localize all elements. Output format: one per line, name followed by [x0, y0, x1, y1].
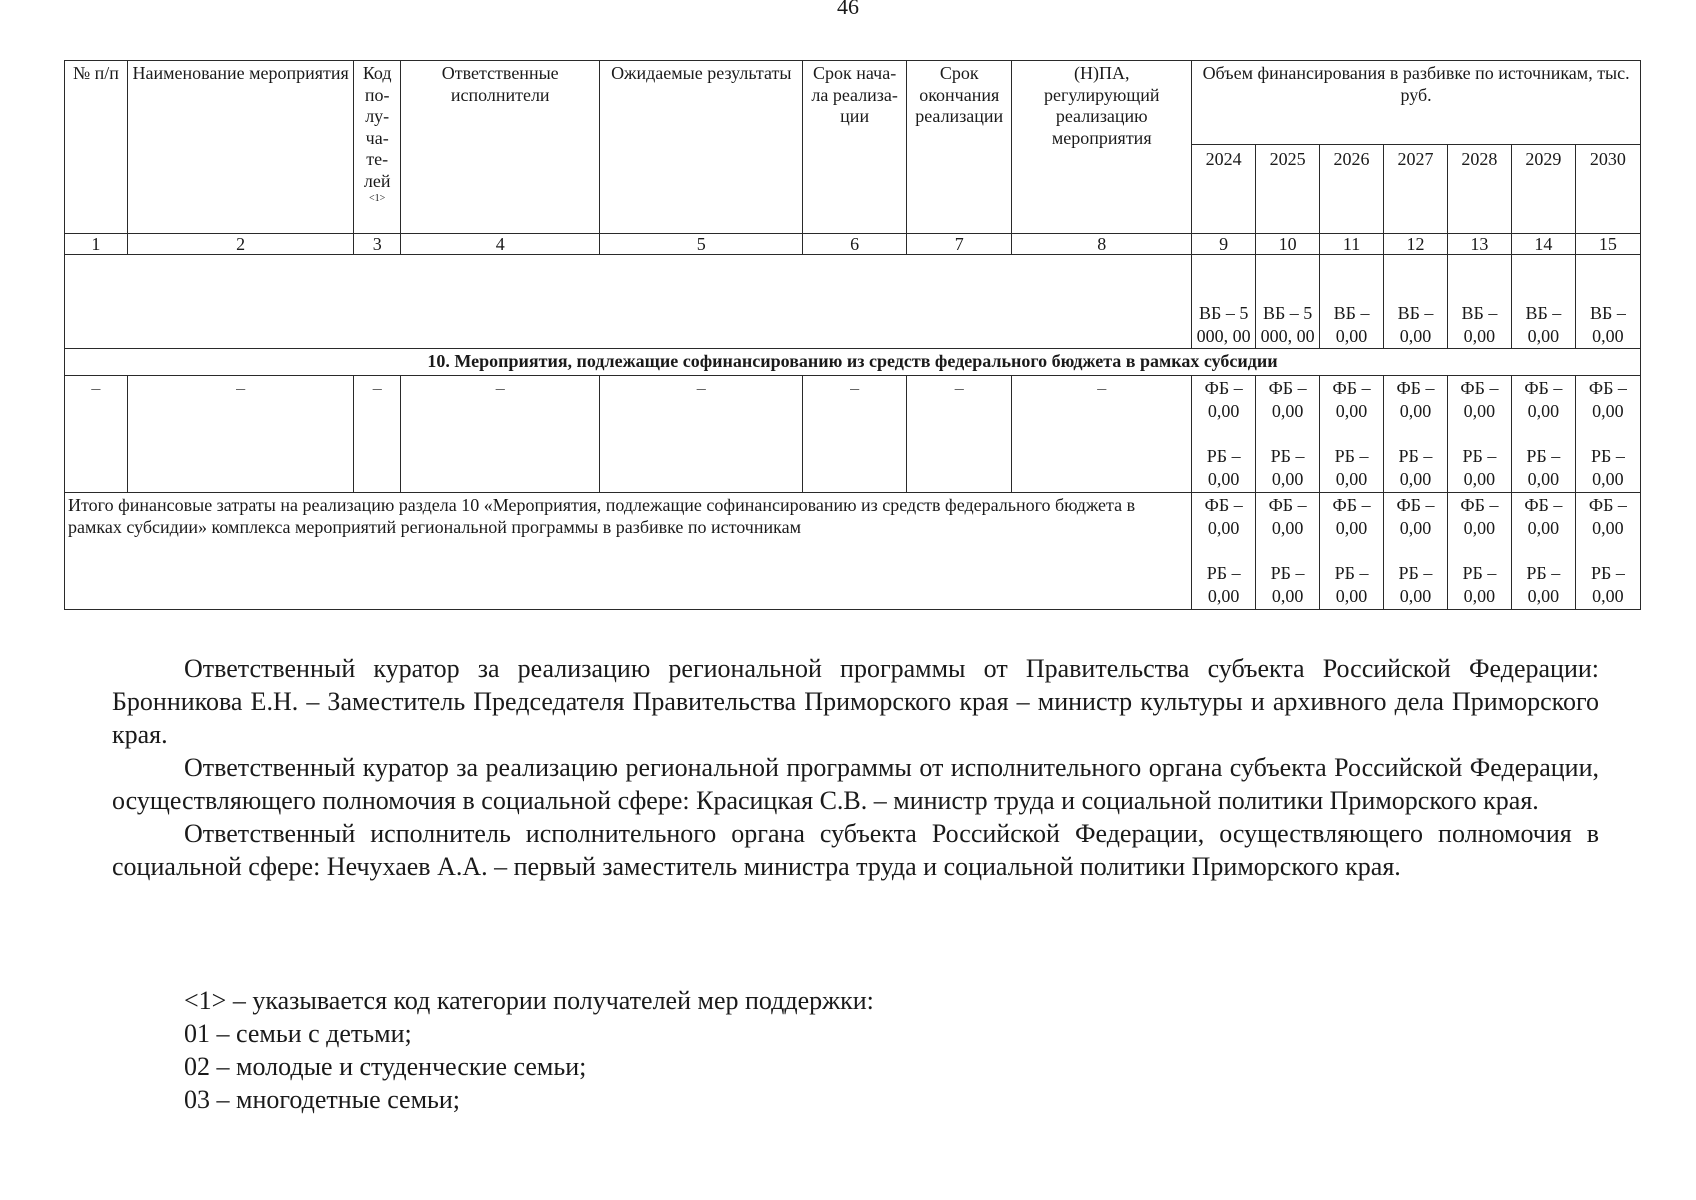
rb-value: РБ – 0,00	[1398, 563, 1433, 606]
total-cell-2027	[1384, 493, 1448, 610]
column-number: 13	[1447, 234, 1511, 255]
money-cell-2024	[1192, 376, 1256, 493]
section-total-label: Итого финансовые затраты на реализацию раздела 10 «Мероприятия, подлежащие софинансированию из средств федерального бюджета в рамках субсидии» комплекса мероприятий региональной программы в разбивке по источникам	[65, 493, 1192, 610]
rb-value: РБ – 0,00	[1462, 563, 1497, 606]
footnotes	[184, 984, 1584, 1116]
year-header: 2025	[1256, 145, 1320, 234]
fb-value: ФБ – 0,00	[1524, 495, 1563, 538]
column-number: 6	[803, 234, 907, 255]
fb-value: ФБ – 0,00	[1460, 378, 1499, 421]
money-cell-2025	[1256, 376, 1320, 493]
year-header: 2027	[1384, 145, 1448, 234]
column-number: 2	[127, 234, 354, 255]
footnote-intro: <1> – указывается код категории получателей мер поддержки:	[184, 986, 874, 1015]
rb-value: РБ – 0,00	[1334, 446, 1369, 489]
rb-value: РБ – 0,00	[1590, 446, 1625, 489]
financing-table	[64, 60, 1641, 610]
rb-value: РБ – 0,00	[1526, 446, 1561, 489]
footnote-item: 02 – молодые и студенческие семьи;	[184, 1052, 587, 1081]
total-cell-2024	[1192, 493, 1256, 610]
table-header-row	[65, 61, 1641, 145]
section-title-row	[65, 349, 1641, 376]
fb-value: ФБ – 0,00	[1268, 495, 1307, 538]
rb-value: РБ – 0,00	[1270, 563, 1305, 606]
column-number: 7	[907, 234, 1012, 255]
section-title: 10. Мероприятия, подлежащие софинансированию из средств федерального бюджета в рамках субсидии	[65, 349, 1641, 376]
column-number: 3	[354, 234, 401, 255]
dash-cell: –	[600, 376, 803, 493]
year-header: 2024	[1192, 145, 1256, 234]
money-cell-2029	[1511, 376, 1575, 493]
column-number: 4	[400, 234, 599, 255]
column-number: 5	[600, 234, 803, 255]
footnote-item: 01 – семьи с детьми;	[184, 1019, 412, 1048]
fb-value: ФБ – 0,00	[1204, 495, 1243, 538]
fb-value: ФБ – 0,00	[1588, 378, 1627, 421]
fb-value: ФБ – 0,00	[1396, 378, 1435, 421]
dash-cell: –	[400, 376, 599, 493]
vb-cell-2027: ВБ – 0,00	[1384, 255, 1448, 349]
total-cell-2025	[1256, 493, 1320, 610]
table-row-section-total	[65, 493, 1641, 610]
year-header: 2030	[1575, 145, 1640, 234]
dash-cell: –	[354, 376, 401, 493]
vb-cell-2029: ВБ – 0,00	[1511, 255, 1575, 349]
column-number: 11	[1320, 234, 1384, 255]
table-row-vb-total	[65, 255, 1641, 349]
footnote-item: 03 – многодетные семьи;	[184, 1085, 461, 1114]
header-financing: Объем финансирования в разбивке по источникам, тыс. руб.	[1192, 61, 1641, 145]
paragraph-curator-executive-body: Ответственный куратор за реализацию региональной программы от исполнительного органа субъекта Российской Федерации, осуществляющего полномочия в социальной сфере: Красицкая С.В. – министр труда и социальной политики Приморского края.	[112, 753, 1599, 815]
vb-cell-2025: ВБ – 5 000, 00	[1256, 255, 1320, 349]
header-code	[354, 61, 401, 234]
rb-value: РБ – 0,00	[1334, 563, 1369, 606]
header-end: Срок окончания реализации	[907, 61, 1012, 234]
fb-value: ФБ – 0,00	[1332, 378, 1371, 421]
money-cell-2028	[1447, 376, 1511, 493]
year-header: 2026	[1320, 145, 1384, 234]
paragraph-curator-government: Ответственный куратор за реализацию региональной программы от Правительства субъекта Российской Федерации: Бронникова Е.Н. – Заместитель Председателя Правительства Приморского края – министр культуры и архивного дела Приморского края.	[112, 654, 1599, 749]
rb-value: РБ – 0,00	[1206, 563, 1241, 606]
column-number: 10	[1256, 234, 1320, 255]
table-row-empty-activity	[65, 376, 1641, 493]
header-start: Срок нача-ла реализа-ции	[803, 61, 907, 234]
fb-value: ФБ – 0,00	[1268, 378, 1307, 421]
year-header: 2029	[1511, 145, 1575, 234]
dash-cell: –	[1012, 376, 1192, 493]
paragraph-executor: Ответственный исполнитель исполнительного органа субъекта Российской Федерации, осуществляющего полномочия в социальной сфере: Нечухаев А.А. – первый заместитель министра труда и социальной политики Приморского края.	[112, 819, 1599, 881]
responsible-persons-text	[112, 652, 1599, 883]
rb-value: РБ – 0,00	[1206, 446, 1241, 489]
vb-cell-2030: ВБ – 0,00	[1575, 255, 1640, 349]
column-number: 15	[1575, 234, 1640, 255]
header-code-label: Код по-лу-ча-те-лей	[362, 63, 392, 191]
fb-value: ФБ – 0,00	[1204, 378, 1243, 421]
fb-value: ФБ – 0,00	[1460, 495, 1499, 538]
vb-cell-2026: ВБ – 0,00	[1320, 255, 1384, 349]
year-header: 2028	[1447, 145, 1511, 234]
money-cell-2030	[1575, 376, 1640, 493]
rb-value: РБ – 0,00	[1526, 563, 1561, 606]
fb-value: ФБ – 0,00	[1332, 495, 1371, 538]
vb-cell-2024: ВБ – 5 000, 00	[1192, 255, 1256, 349]
header-results: Ожидаемые результаты	[600, 61, 803, 234]
dash-cell: –	[127, 376, 354, 493]
column-number: 8	[1012, 234, 1192, 255]
dash-cell: –	[65, 376, 128, 493]
column-number-row	[65, 234, 1641, 255]
total-cell-2028	[1447, 493, 1511, 610]
vb-empty-cell	[65, 255, 1192, 349]
column-number: 12	[1384, 234, 1448, 255]
column-number: 1	[65, 234, 128, 255]
dash-cell: –	[907, 376, 1012, 493]
rb-value: РБ – 0,00	[1462, 446, 1497, 489]
header-code-footnote-ref: <1>	[369, 192, 386, 204]
money-cell-2027	[1384, 376, 1448, 493]
page-number: 46	[837, 0, 859, 19]
header-executors: Ответственные исполнители	[400, 61, 599, 234]
rb-value: РБ – 0,00	[1270, 446, 1305, 489]
total-cell-2029	[1511, 493, 1575, 610]
header-name: Наименование мероприятия	[127, 61, 354, 234]
column-number: 9	[1192, 234, 1256, 255]
rb-value: РБ – 0,00	[1398, 446, 1433, 489]
column-number: 14	[1511, 234, 1575, 255]
money-cell-2026	[1320, 376, 1384, 493]
total-cell-2030	[1575, 493, 1640, 610]
total-cell-2026	[1320, 493, 1384, 610]
dash-cell: –	[803, 376, 907, 493]
fb-value: ФБ – 0,00	[1524, 378, 1563, 421]
header-num: № п/п	[65, 61, 128, 234]
header-npa: (Н)ПА, регулирующий реализацию мероприятия	[1012, 61, 1192, 234]
vb-cell-2028: ВБ – 0,00	[1447, 255, 1511, 349]
rb-value: РБ – 0,00	[1590, 563, 1625, 606]
fb-value: ФБ – 0,00	[1396, 495, 1435, 538]
fb-value: ФБ – 0,00	[1588, 495, 1627, 538]
